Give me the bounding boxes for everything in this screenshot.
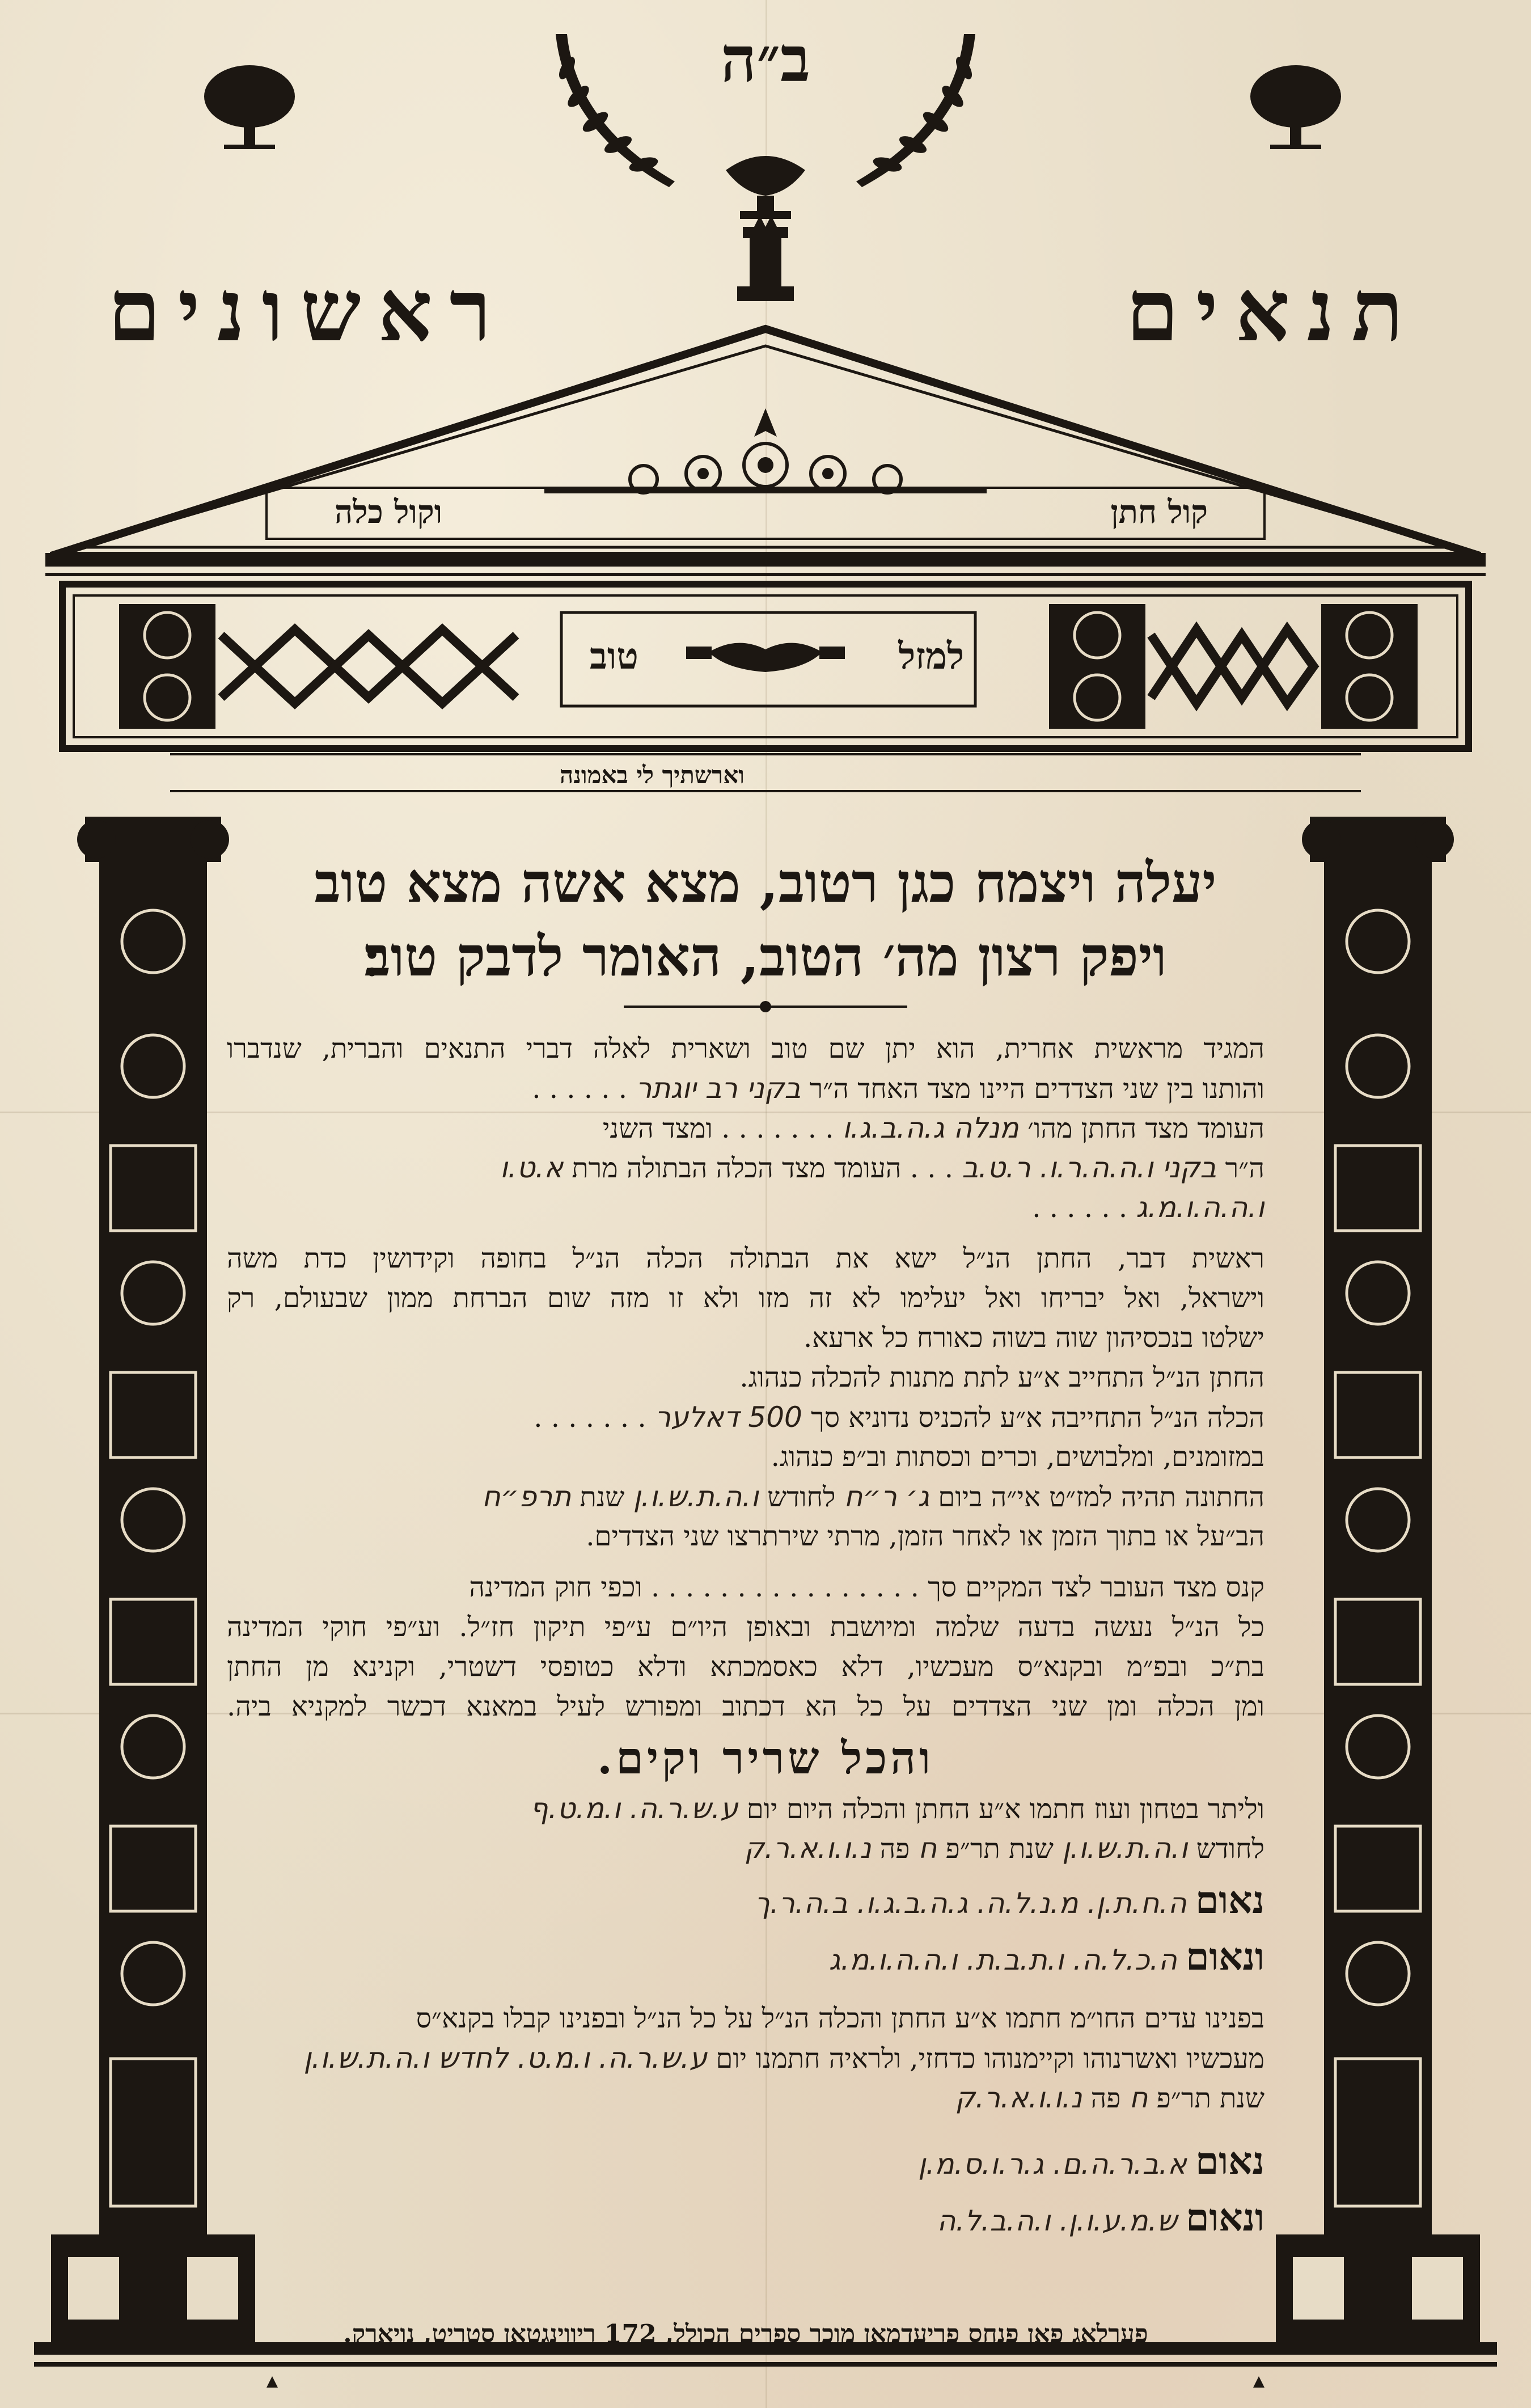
handwritten-month: ו.ה.ת.ש.ו.ן [633, 1480, 759, 1513]
body-line: ראשית דבר, החתן הנ״ל ישא את הבתולה הכלה הנ״ל בחופה וקידושין כדת משה [227, 1243, 1264, 1274]
body-line: ישלטו בנכסיהון שוה בשוה כאורח כל ארעא. [803, 1322, 1264, 1354]
tov-label: טוב [590, 635, 638, 678]
headline-line-2: ויפק רצון מה׳ הטוב, האומר לדבק טוב׃ [364, 924, 1167, 988]
body-line [227, 1480, 1264, 1514]
body-text: לחודש [767, 1481, 836, 1513]
body-line: במזומנים, ומלבושים, וכרים וכסתות וב״פ כנהוג. [771, 1441, 1264, 1473]
body-line: ומן הכלה ומן שני הצדדים על כל הא דכתוב ומפורש לעיל במאנא דכשר למקניא ביה. [227, 1691, 1264, 1722]
body-line: הכלה הנ״ל התחייבה א״ע להכניס נדוניא סך 500 דאלער . . . . . . . [534, 1401, 1264, 1434]
body-text: פה [879, 1833, 910, 1865]
headline-line-1: יעלה ויצמח כגן רטוב, מצא אשה מצא טוב [314, 851, 1217, 915]
handwritten-date: ע.ש.ר.ה. ו.מ.ט.ף [530, 1792, 738, 1825]
body-line: המגיד מראשית אחרית, הוא יתן שם טוב ושארית לאלה דברי התנאים והברית, שנדברו [227, 1033, 1264, 1064]
title-rishonim: ראשונים [108, 261, 509, 361]
handwritten-signature: א.ב.ר.ה.ם. ג.ר.ו.ס.מ.ן [918, 2148, 1187, 2181]
signature-line [227, 1877, 1264, 1923]
witness-line: בפנינו עדים החו״מ חתמו א״ע החתן והכלה הנ״ל על כל הנ״ל ובפנינו קבלו בקנא״ס [416, 2003, 1264, 2034]
body-line: ה״ר בקני ו.ה.ה.ר.ו. ר.ט.ב . . . העומד מצד הכלה הבתולה מרת א.ט.ו [500, 1151, 1264, 1184]
body-line: וישראל, ואל יבריחו ואל יעלימו לא זה מזו ולא זו מזה שום הברחת ממון שבעולם, רק [227, 1282, 1264, 1314]
handwritten-signature: ה.ח.ת.ן. מ.נ.ל.ה. ג.ה.ב.ג.ו. ב.ה.ר.ך [754, 1887, 1187, 1920]
signature-label: נאום [1195, 2139, 1264, 2183]
handwritten-name: מנלה ג.ה.ב.ג.ו [842, 1112, 1019, 1144]
divider-ornament [624, 998, 907, 1015]
body-text: ה״ר [1225, 1152, 1264, 1184]
body-text: העומד מצד החתן מהו׳ [1027, 1113, 1264, 1144]
body-line: העומד מצד החתן מהו׳ מנלה ג.ה.ב.ג.ו . . . . . . . ומצד השני [602, 1112, 1264, 1144]
signature-line [227, 1934, 1264, 1979]
signature-label: ונאום [1186, 2195, 1264, 2240]
body-text: החתונה תהיה למז״ט אי״ה ביום [938, 1481, 1264, 1513]
publisher-imprint: פערלאג פאן פנחס פריעדמאן מוכר ספרים הכולל, 172 ריווינגטאן סטריט, נויארק. [343, 2320, 1148, 2348]
body-text: שנת תר״פ [1156, 2082, 1264, 2114]
body-line: החתן הנ״ל התחייב א״ע לתת מתנות להכלה כנהוג. [739, 1362, 1264, 1393]
attest-line [227, 1792, 1264, 1826]
tree-icon [201, 62, 298, 153]
handwritten-amount: 500 דאלער [654, 1401, 802, 1434]
signature-line [227, 2138, 1264, 2183]
verse-line: וארשתיך לי באמונה [560, 761, 745, 789]
mazal-label: למזל [898, 635, 964, 678]
handwritten-name: ו.ה.ה.ו.מ.ג [1136, 1191, 1264, 1224]
body-line: קנס מצד העובר לצד המקיים סך . . . . . . . . . . . . . . . . וכפי חוק המדינה [469, 1571, 1264, 1603]
bh-header: ב״ה [720, 23, 811, 96]
handwritten-year: ח [918, 1832, 937, 1865]
body-text: וכפי חוק המדינה [469, 1571, 642, 1603]
handwritten-place: נ.ו.ו.א.ר.ק [955, 2081, 1082, 2114]
handwritten-name: א.ט.ו [500, 1151, 564, 1184]
tree-icon [1247, 62, 1344, 153]
title-tnaim: תנאים [1126, 261, 1420, 361]
body-text: ומצד השני [602, 1113, 713, 1144]
handwritten-place: נ.ו.ו.א.ר.ק [744, 1832, 872, 1865]
body-text: וליתר בטחון ועוז חתמו א״ע החתן והכלה היום יום [746, 1793, 1264, 1825]
handwritten-name: בקני רב יוגתר [636, 1072, 801, 1105]
phrase-kol-chatan: קול חתן [1110, 493, 1208, 531]
body-line: בת״כ ובפ״מ ובקנא״ס מעכשיו, דלא כאסמכתא ודלא כטופסי דשטרי, וקנינא מן החתן [227, 1651, 1264, 1683]
body-text: והותנו בין שני הצדדים היינו מצד האחד ה״ר [809, 1073, 1264, 1105]
body-line: כל הנ״ל נעשה בדעה שלמה ומיושבת ובאופן היו״ם ע״פי תיקון חז״ל. וע״פי חוקי המדינה [227, 1611, 1264, 1643]
body-text: שנת תר״פ [945, 1833, 1054, 1865]
body-text: מעכשיו ואשרנוהו וקיימנוהו כדחזי, ולראיה חתמנו יום [716, 2043, 1264, 2075]
witness-line [227, 2042, 1264, 2075]
phrase-kol-kalah: וקול כלה [335, 493, 443, 531]
handwritten-signature: ה.כ.ל.ה. ו.ת.ב.ת. ו.ה.ה.ו.מ.ג [828, 1944, 1177, 1976]
body-text: קנס מצד העובר לצד המקיים סך [928, 1571, 1264, 1603]
body-text: שנת [580, 1481, 625, 1513]
closing-formula: והכל שריר וקים. [597, 1733, 934, 1784]
handwritten-name: בקני ו.ה.ה.ר.ו. ר.ט.ב [962, 1151, 1217, 1184]
handwritten-date: ע.ש.ר.ה. ו.מ.ט. לחדש ו.ה.ת.ש.ו.ן [303, 2042, 708, 2075]
body-line: ו.ה.ה.ו.מ.ג . . . . . . [1032, 1191, 1264, 1224]
body-text: לחודש [1196, 1833, 1264, 1865]
handwritten-signature: ש.מ.ע.ו.ן. ו.ה.ב.ל.ה [937, 2204, 1177, 2237]
handwritten-date: ג׳ ר״ח [844, 1480, 930, 1513]
handwritten-year: ח [1129, 2081, 1148, 2114]
signature-line [227, 2195, 1264, 2240]
body-text: העומד מצד הכלה הבתולה מרת [572, 1152, 902, 1184]
signature-label: ונאום [1186, 1934, 1264, 1979]
body-line: הב״על או בתוך הזמן או לאחר הזמן, מרתי שירתרצו שני הצדדים. [586, 1520, 1264, 1552]
body-text: הכלה הנ״ל התחייבה א״ע להכניס נדוניא סך [811, 1402, 1264, 1434]
signature-label: נאום [1195, 1878, 1264, 1922]
handwritten-month: ו.ה.ת.ש.ו.ן [1062, 1832, 1188, 1865]
body-line: והותנו בין שני הצדדים היינו מצד האחד ה״ר בקני רב יוגתר . . . . . . [532, 1072, 1264, 1105]
body-text: פה [1090, 2082, 1121, 2114]
witness-line [227, 2081, 1264, 2115]
attest-line [227, 1832, 1264, 1865]
handwritten-year: תרפ״ח [482, 1480, 572, 1513]
